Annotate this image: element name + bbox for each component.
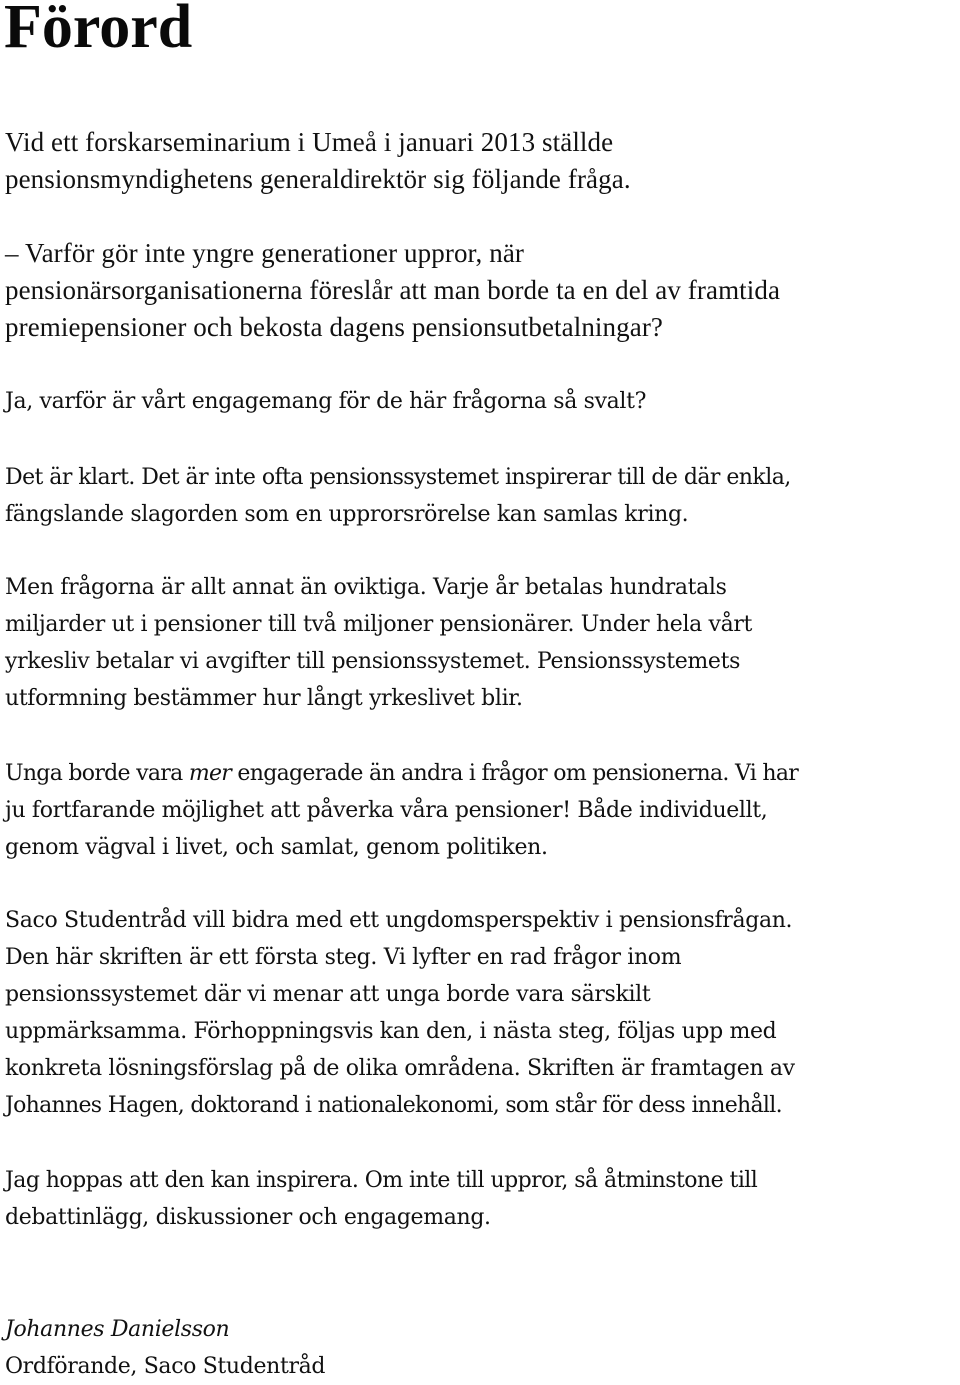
importance-line: yrkesliv betalar vi avgifter till pensionssystemet. Pensionssystemets <box>5 649 741 674</box>
youth-line: ju fortfarande möjlighet att påverka våra pensioner! Både individuellt, <box>5 798 768 823</box>
question-paragraph <box>5 383 646 420</box>
saco-line: uppmärksamma. Förhoppningsvis kan den, i nästa steg, följas upp med <box>5 1019 777 1044</box>
saco-line: Saco Studentråd vill bidra med ett ungdomsperspektiv i pensionsfrågan. <box>5 908 793 933</box>
answer-line: Det är klart. Det är inte ofta pensionssystemet inspirerar till de där enkla, <box>5 465 791 490</box>
closing-line: Jag hoppas att den kan inspirera. Om inte till uppror, så åtminstone till <box>5 1168 758 1193</box>
emphasis-word: mer <box>188 761 232 786</box>
question-line: Ja, varför är vårt engagemang för de här frågorna så svalt? <box>5 389 647 414</box>
quote-line: pensionärsorganisationerna föreslår att man borde ta en del av framtida <box>5 275 781 305</box>
youth-line <box>5 755 798 792</box>
intro-paragraph <box>5 124 631 198</box>
signature-block <box>5 1311 325 1385</box>
signature-name: Johannes Danielsson <box>5 1317 230 1342</box>
intro-line: pensionsmyndighetens generaldirektör sig följande fråga. <box>5 164 631 194</box>
quote-line: premiepensioner och bekosta dagens pensionsutbetalningar? <box>5 312 663 342</box>
signature-role: Ordförande, Saco Studentråd <box>5 1354 326 1379</box>
saco-paragraph <box>5 902 795 1124</box>
youth-text-after: engagerade än andra i frågor om pensionerna. Vi har <box>231 761 799 786</box>
closing-paragraph <box>5 1162 757 1236</box>
saco-line: Den här skriften är ett första steg. Vi lyfter en rad frågor inom <box>5 945 682 970</box>
page-title: Förord <box>4 0 193 61</box>
importance-paragraph <box>5 569 752 717</box>
answer-paragraph <box>5 459 791 533</box>
saco-line: konkreta lösningsförslag på de olika områdena. Skriften är framtagen av <box>5 1056 795 1081</box>
quote-paragraph <box>5 235 780 346</box>
youth-text-before: Unga borde vara <box>5 761 189 786</box>
importance-line: miljarder ut i pensioner till två miljoner pensionärer. Under hela vårt <box>5 612 753 637</box>
saco-line: pensionssystemet där vi menar att unga borde vara särskilt <box>5 982 651 1007</box>
youth-line: genom vägval i livet, och samlat, genom politiken. <box>5 835 548 860</box>
importance-line: Men frågorna är allt annat än oviktiga. Varje år betalas hundratals <box>5 575 727 600</box>
quote-line: – Varför gör inte yngre generationer uppror, när <box>5 238 525 268</box>
saco-line: Johannes Hagen, doktorand i nationalekonomi, som står för dess innehåll. <box>5 1093 782 1118</box>
closing-line: debattinlägg, diskussioner och engagemang. <box>5 1205 491 1230</box>
answer-line: fängslande slagorden som en upprorsrörelse kan samlas kring. <box>5 502 689 527</box>
youth-paragraph <box>5 755 798 866</box>
importance-line: utformning bestämmer hur långt yrkeslivet blir. <box>5 686 523 711</box>
intro-line: Vid ett forskarseminarium i Umeå i januari 2013 ställde <box>5 127 614 157</box>
